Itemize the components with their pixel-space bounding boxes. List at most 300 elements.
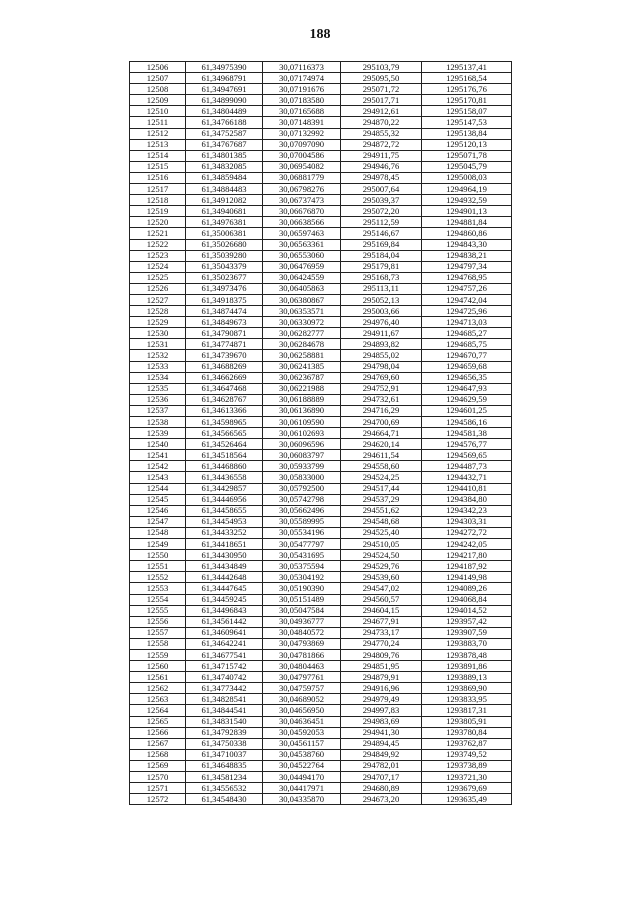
longitude-cell: 30,04759757	[263, 683, 341, 694]
y-coordinate-cell: 1293889,13	[422, 672, 512, 683]
latitude-cell: 61,35039280	[186, 250, 263, 261]
table-row	[130, 95, 512, 106]
x-coordinate-cell: 294893,82	[341, 339, 422, 350]
point-number-cell: 12535	[130, 383, 186, 394]
y-coordinate-cell: 1294742,04	[422, 294, 512, 305]
table-row	[130, 272, 512, 283]
x-coordinate-cell: 294769,60	[341, 372, 422, 383]
latitude-cell: 61,34518564	[186, 450, 263, 461]
point-number-cell: 12554	[130, 594, 186, 605]
y-coordinate-cell: 1294149,98	[422, 572, 512, 583]
latitude-cell: 61,34975390	[186, 62, 263, 73]
longitude-cell: 30,04793869	[263, 638, 341, 649]
point-number-cell: 12553	[130, 583, 186, 594]
x-coordinate-cell: 295169,84	[341, 239, 422, 250]
y-coordinate-cell: 1294187,92	[422, 561, 512, 572]
longitude-cell: 30,06405863	[263, 283, 341, 294]
point-number-cell: 12514	[130, 150, 186, 161]
table-row	[130, 161, 512, 172]
table-row	[130, 661, 512, 672]
table-row	[130, 294, 512, 305]
longitude-cell: 30,05742798	[263, 494, 341, 505]
latitude-cell: 61,35023677	[186, 272, 263, 283]
point-number-cell: 12528	[130, 306, 186, 317]
x-coordinate-cell: 294529,76	[341, 561, 422, 572]
longitude-cell: 30,06881779	[263, 172, 341, 183]
latitude-cell: 61,34774871	[186, 339, 263, 350]
x-coordinate-cell: 295007,64	[341, 184, 422, 195]
table-row	[130, 217, 512, 228]
y-coordinate-cell: 1294838,21	[422, 250, 512, 261]
latitude-cell: 61,34899090	[186, 95, 263, 106]
latitude-cell: 61,34750338	[186, 738, 263, 749]
point-number-cell: 12511	[130, 117, 186, 128]
longitude-cell: 30,04592053	[263, 727, 341, 738]
point-number-cell: 12531	[130, 339, 186, 350]
longitude-cell: 30,05304192	[263, 572, 341, 583]
y-coordinate-cell: 1295168,54	[422, 73, 512, 84]
point-number-cell: 12517	[130, 184, 186, 195]
latitude-cell: 61,34874474	[186, 306, 263, 317]
point-number-cell: 12534	[130, 372, 186, 383]
point-number-cell: 12570	[130, 772, 186, 783]
latitude-cell: 61,34496843	[186, 605, 263, 616]
longitude-cell: 30,06284678	[263, 339, 341, 350]
x-coordinate-cell: 294611,54	[341, 450, 422, 461]
x-coordinate-cell: 294849,92	[341, 749, 422, 760]
longitude-cell: 30,07097090	[263, 139, 341, 150]
point-number-cell: 12509	[130, 95, 186, 106]
y-coordinate-cell: 1293891,86	[422, 661, 512, 672]
latitude-cell: 61,34613366	[186, 405, 263, 416]
latitude-cell: 61,35006381	[186, 228, 263, 239]
longitude-cell: 30,05589995	[263, 516, 341, 527]
point-number-cell: 12558	[130, 638, 186, 649]
table-row	[130, 572, 512, 583]
latitude-cell: 61,34561442	[186, 616, 263, 627]
table-row	[130, 683, 512, 694]
longitude-cell: 30,05534196	[263, 527, 341, 538]
point-number-cell: 12530	[130, 328, 186, 339]
x-coordinate-cell: 294524,50	[341, 550, 422, 561]
y-coordinate-cell: 1294964,19	[422, 184, 512, 195]
latitude-cell: 61,34628767	[186, 394, 263, 405]
point-number-cell: 12572	[130, 794, 186, 805]
y-coordinate-cell: 1294725,96	[422, 306, 512, 317]
x-coordinate-cell: 294510,05	[341, 539, 422, 550]
x-coordinate-cell: 294782,01	[341, 760, 422, 771]
table-row	[130, 350, 512, 361]
longitude-cell: 30,07148391	[263, 117, 341, 128]
y-coordinate-cell: 1293869,90	[422, 683, 512, 694]
y-coordinate-cell: 1294586,16	[422, 417, 512, 428]
y-coordinate-cell: 1294647,93	[422, 383, 512, 394]
point-number-cell: 12551	[130, 561, 186, 572]
latitude-cell: 61,34468860	[186, 461, 263, 472]
table-row	[130, 405, 512, 416]
y-coordinate-cell: 1295008,03	[422, 172, 512, 183]
table-row	[130, 306, 512, 317]
table-row	[130, 184, 512, 195]
point-number-cell: 12537	[130, 405, 186, 416]
y-coordinate-cell: 1294068,84	[422, 594, 512, 605]
y-coordinate-cell: 1295147,53	[422, 117, 512, 128]
x-coordinate-cell: 294716,29	[341, 405, 422, 416]
y-coordinate-cell: 1293907,59	[422, 627, 512, 638]
point-number-cell: 12560	[130, 661, 186, 672]
point-number-cell: 12566	[130, 727, 186, 738]
table-row	[130, 150, 512, 161]
y-coordinate-cell: 1294860,86	[422, 228, 512, 239]
latitude-cell: 61,34581234	[186, 772, 263, 783]
longitude-cell: 30,07183580	[263, 95, 341, 106]
y-coordinate-cell: 1294629,59	[422, 394, 512, 405]
latitude-cell: 61,34940681	[186, 206, 263, 217]
longitude-cell: 30,06109590	[263, 417, 341, 428]
latitude-cell: 61,34688269	[186, 361, 263, 372]
longitude-cell: 30,06282777	[263, 328, 341, 339]
longitude-cell: 30,05662496	[263, 505, 341, 516]
latitude-cell: 61,34459245	[186, 594, 263, 605]
latitude-cell: 61,34662669	[186, 372, 263, 383]
x-coordinate-cell: 294976,40	[341, 317, 422, 328]
x-coordinate-cell: 294604,15	[341, 605, 422, 616]
latitude-cell: 61,34609641	[186, 627, 263, 638]
longitude-cell: 30,04656950	[263, 705, 341, 716]
table-row	[130, 439, 512, 450]
y-coordinate-cell: 1293780,84	[422, 727, 512, 738]
x-coordinate-cell: 294525,40	[341, 527, 422, 538]
latitude-cell: 61,34677541	[186, 649, 263, 660]
point-number-cell: 12526	[130, 283, 186, 294]
point-number-cell: 12571	[130, 783, 186, 794]
x-coordinate-cell: 294851,95	[341, 661, 422, 672]
x-coordinate-cell: 295003,66	[341, 306, 422, 317]
table-row	[130, 738, 512, 749]
y-coordinate-cell: 1293679,69	[422, 783, 512, 794]
x-coordinate-cell: 294894,45	[341, 738, 422, 749]
table-row	[130, 638, 512, 649]
longitude-cell: 30,04840572	[263, 627, 341, 638]
point-number-cell: 12564	[130, 705, 186, 716]
latitude-cell: 61,34447645	[186, 583, 263, 594]
longitude-cell: 30,07191676	[263, 84, 341, 95]
table-row	[130, 228, 512, 239]
table-row	[130, 672, 512, 683]
x-coordinate-cell: 294707,17	[341, 772, 422, 783]
longitude-cell: 30,06563361	[263, 239, 341, 250]
table-row	[130, 694, 512, 705]
latitude-cell: 61,34739670	[186, 350, 263, 361]
x-coordinate-cell: 294700,69	[341, 417, 422, 428]
y-coordinate-cell: 1295045,79	[422, 161, 512, 172]
point-number-cell: 12559	[130, 649, 186, 660]
table-row	[130, 794, 512, 805]
y-coordinate-cell: 1295176,76	[422, 84, 512, 95]
longitude-cell: 30,05375594	[263, 561, 341, 572]
x-coordinate-cell: 294732,61	[341, 394, 422, 405]
point-number-cell: 12512	[130, 128, 186, 139]
latitude-cell: 61,34752587	[186, 128, 263, 139]
table-row	[130, 84, 512, 95]
y-coordinate-cell: 1294656,35	[422, 372, 512, 383]
x-coordinate-cell: 294517,44	[341, 483, 422, 494]
point-number-cell: 12516	[130, 172, 186, 183]
y-coordinate-cell: 1294757,26	[422, 283, 512, 294]
latitude-cell: 61,34436558	[186, 472, 263, 483]
y-coordinate-cell: 1293749,52	[422, 749, 512, 760]
x-coordinate-cell: 294809,76	[341, 649, 422, 660]
y-coordinate-cell: 1294384,80	[422, 494, 512, 505]
x-coordinate-cell: 295168,73	[341, 272, 422, 283]
latitude-cell: 61,34828541	[186, 694, 263, 705]
point-number-cell: 12521	[130, 228, 186, 239]
longitude-cell: 30,04936777	[263, 616, 341, 627]
latitude-cell: 61,34844541	[186, 705, 263, 716]
x-coordinate-cell: 294620,14	[341, 439, 422, 450]
latitude-cell: 61,34433252	[186, 527, 263, 538]
longitude-cell: 30,06424559	[263, 272, 341, 283]
latitude-cell: 61,34767687	[186, 139, 263, 150]
point-number-cell: 12515	[130, 161, 186, 172]
x-coordinate-cell: 294560,57	[341, 594, 422, 605]
x-coordinate-cell: 294680,89	[341, 783, 422, 794]
longitude-cell: 30,06188889	[263, 394, 341, 405]
x-coordinate-cell: 294911,67	[341, 328, 422, 339]
point-number-cell: 12519	[130, 206, 186, 217]
y-coordinate-cell: 1293762,87	[422, 738, 512, 749]
longitude-cell: 30,06798276	[263, 184, 341, 195]
longitude-cell: 30,06102693	[263, 428, 341, 439]
table-row	[130, 73, 512, 84]
y-coordinate-cell: 1294843,30	[422, 239, 512, 250]
longitude-cell: 30,06476959	[263, 261, 341, 272]
longitude-cell: 30,04522764	[263, 760, 341, 771]
x-coordinate-cell: 294979,49	[341, 694, 422, 705]
latitude-cell: 61,35026680	[186, 239, 263, 250]
point-number-cell: 12506	[130, 62, 186, 73]
table-row	[130, 760, 512, 771]
point-number-cell: 12545	[130, 494, 186, 505]
table-row	[130, 106, 512, 117]
latitude-cell: 61,34446956	[186, 494, 263, 505]
longitude-cell: 30,04804463	[263, 661, 341, 672]
longitude-cell: 30,05047584	[263, 605, 341, 616]
table-row	[130, 649, 512, 660]
longitude-cell: 30,06638566	[263, 217, 341, 228]
latitude-cell: 61,34790871	[186, 328, 263, 339]
longitude-cell: 30,05933799	[263, 461, 341, 472]
y-coordinate-cell: 1294685,27	[422, 328, 512, 339]
x-coordinate-cell: 294941,30	[341, 727, 422, 738]
y-coordinate-cell: 1295120,13	[422, 139, 512, 150]
x-coordinate-cell: 294855,02	[341, 350, 422, 361]
coordinates-table	[129, 61, 512, 805]
point-number-cell: 12539	[130, 428, 186, 439]
point-number-cell: 12513	[130, 139, 186, 150]
latitude-cell: 61,34947691	[186, 84, 263, 95]
longitude-cell: 30,04335870	[263, 794, 341, 805]
table-row	[130, 605, 512, 616]
latitude-cell: 61,34566565	[186, 428, 263, 439]
table-row	[130, 428, 512, 439]
y-coordinate-cell: 1294685,75	[422, 339, 512, 350]
y-coordinate-cell: 1294576,77	[422, 439, 512, 450]
point-number-cell: 12549	[130, 539, 186, 550]
latitude-cell: 61,34884483	[186, 184, 263, 195]
table-row	[130, 117, 512, 128]
latitude-cell: 61,34766188	[186, 117, 263, 128]
point-number-cell: 12518	[130, 195, 186, 206]
point-number-cell: 12525	[130, 272, 186, 283]
y-coordinate-cell: 1294014,52	[422, 605, 512, 616]
table-row	[130, 494, 512, 505]
x-coordinate-cell: 294558,60	[341, 461, 422, 472]
table-row	[130, 716, 512, 727]
longitude-cell: 30,06136890	[263, 405, 341, 416]
longitude-cell: 30,04538760	[263, 749, 341, 760]
x-coordinate-cell: 294547,02	[341, 583, 422, 594]
point-number-cell: 12567	[130, 738, 186, 749]
y-coordinate-cell: 1293738,89	[422, 760, 512, 771]
latitude-cell: 61,34849673	[186, 317, 263, 328]
longitude-cell: 30,05190390	[263, 583, 341, 594]
table-row	[130, 450, 512, 461]
longitude-cell: 30,07165688	[263, 106, 341, 117]
latitude-cell: 61,34429857	[186, 483, 263, 494]
longitude-cell: 30,06258881	[263, 350, 341, 361]
longitude-cell: 30,04494170	[263, 772, 341, 783]
table-row	[130, 539, 512, 550]
table-row	[130, 206, 512, 217]
table-row	[130, 261, 512, 272]
table-row	[130, 727, 512, 738]
latitude-cell: 61,34458655	[186, 505, 263, 516]
latitude-cell: 61,34434849	[186, 561, 263, 572]
x-coordinate-cell: 294664,71	[341, 428, 422, 439]
x-coordinate-cell: 294551,62	[341, 505, 422, 516]
longitude-cell: 30,06737473	[263, 195, 341, 206]
x-coordinate-cell: 294946,76	[341, 161, 422, 172]
latitude-cell: 61,34648835	[186, 760, 263, 771]
table-row	[130, 561, 512, 572]
y-coordinate-cell: 1293635,49	[422, 794, 512, 805]
y-coordinate-cell: 1294242,05	[422, 539, 512, 550]
point-number-cell: 12552	[130, 572, 186, 583]
point-number-cell: 12524	[130, 261, 186, 272]
latitude-cell: 61,34773442	[186, 683, 263, 694]
table-row	[130, 516, 512, 527]
table-row	[130, 527, 512, 538]
longitude-cell: 30,04689052	[263, 694, 341, 705]
latitude-cell: 61,34556532	[186, 783, 263, 794]
table-row	[130, 616, 512, 627]
latitude-cell: 61,34598965	[186, 417, 263, 428]
latitude-cell: 61,34710037	[186, 749, 263, 760]
table-row	[130, 383, 512, 394]
x-coordinate-cell: 295112,59	[341, 217, 422, 228]
table-row	[130, 250, 512, 261]
point-number-cell: 12568	[130, 749, 186, 760]
y-coordinate-cell: 1294487,73	[422, 461, 512, 472]
table-row	[130, 372, 512, 383]
longitude-cell: 30,06380867	[263, 294, 341, 305]
x-coordinate-cell: 294537,29	[341, 494, 422, 505]
longitude-cell: 30,04636451	[263, 716, 341, 727]
table-row	[130, 483, 512, 494]
x-coordinate-cell: 294539,60	[341, 572, 422, 583]
table-row	[130, 172, 512, 183]
longitude-cell: 30,05151489	[263, 594, 341, 605]
x-coordinate-cell: 295095,50	[341, 73, 422, 84]
point-number-cell: 12527	[130, 294, 186, 305]
latitude-cell: 61,34918375	[186, 294, 263, 305]
latitude-cell: 61,34832085	[186, 161, 263, 172]
y-coordinate-cell: 1294659,68	[422, 361, 512, 372]
x-coordinate-cell: 295071,72	[341, 84, 422, 95]
table-row	[130, 195, 512, 206]
y-coordinate-cell: 1294901,13	[422, 206, 512, 217]
latitude-cell: 61,34454953	[186, 516, 263, 527]
table-row	[130, 461, 512, 472]
x-coordinate-cell: 295052,13	[341, 294, 422, 305]
longitude-cell: 30,05792500	[263, 483, 341, 494]
y-coordinate-cell: 1294797,34	[422, 261, 512, 272]
y-coordinate-cell: 1294432,71	[422, 472, 512, 483]
longitude-cell: 30,06676870	[263, 206, 341, 217]
x-coordinate-cell: 294872,72	[341, 139, 422, 150]
point-number-cell: 12540	[130, 439, 186, 450]
y-coordinate-cell: 1294581,38	[422, 428, 512, 439]
x-coordinate-cell: 294912,61	[341, 106, 422, 117]
point-number-cell: 12546	[130, 505, 186, 516]
x-coordinate-cell: 295184,04	[341, 250, 422, 261]
longitude-cell: 30,06553060	[263, 250, 341, 261]
point-number-cell: 12538	[130, 417, 186, 428]
point-number-cell: 12543	[130, 472, 186, 483]
point-number-cell: 12565	[130, 716, 186, 727]
point-number-cell: 12550	[130, 550, 186, 561]
y-coordinate-cell: 1294272,72	[422, 527, 512, 538]
point-number-cell: 12562	[130, 683, 186, 694]
longitude-cell: 30,06330972	[263, 317, 341, 328]
y-coordinate-cell: 1293833,95	[422, 694, 512, 705]
latitude-cell: 61,34740742	[186, 672, 263, 683]
point-number-cell: 12548	[130, 527, 186, 538]
x-coordinate-cell: 295179,81	[341, 261, 422, 272]
y-coordinate-cell: 1293805,91	[422, 716, 512, 727]
x-coordinate-cell: 295039,37	[341, 195, 422, 206]
y-coordinate-cell: 1294768,95	[422, 272, 512, 283]
longitude-cell: 30,07174974	[263, 73, 341, 84]
point-number-cell: 12523	[130, 250, 186, 261]
y-coordinate-cell: 1294881,84	[422, 217, 512, 228]
point-number-cell: 12536	[130, 394, 186, 405]
latitude-cell: 61,34976381	[186, 217, 263, 228]
table-row	[130, 283, 512, 294]
table-row	[130, 394, 512, 405]
table-row	[130, 328, 512, 339]
x-coordinate-cell: 295103,79	[341, 62, 422, 73]
latitude-cell: 61,34442648	[186, 572, 263, 583]
latitude-cell: 61,34792839	[186, 727, 263, 738]
y-coordinate-cell: 1294932,59	[422, 195, 512, 206]
table-row	[130, 472, 512, 483]
longitude-cell: 30,05477797	[263, 539, 341, 550]
point-number-cell: 12544	[130, 483, 186, 494]
table-row	[130, 339, 512, 350]
x-coordinate-cell: 295072,20	[341, 206, 422, 217]
